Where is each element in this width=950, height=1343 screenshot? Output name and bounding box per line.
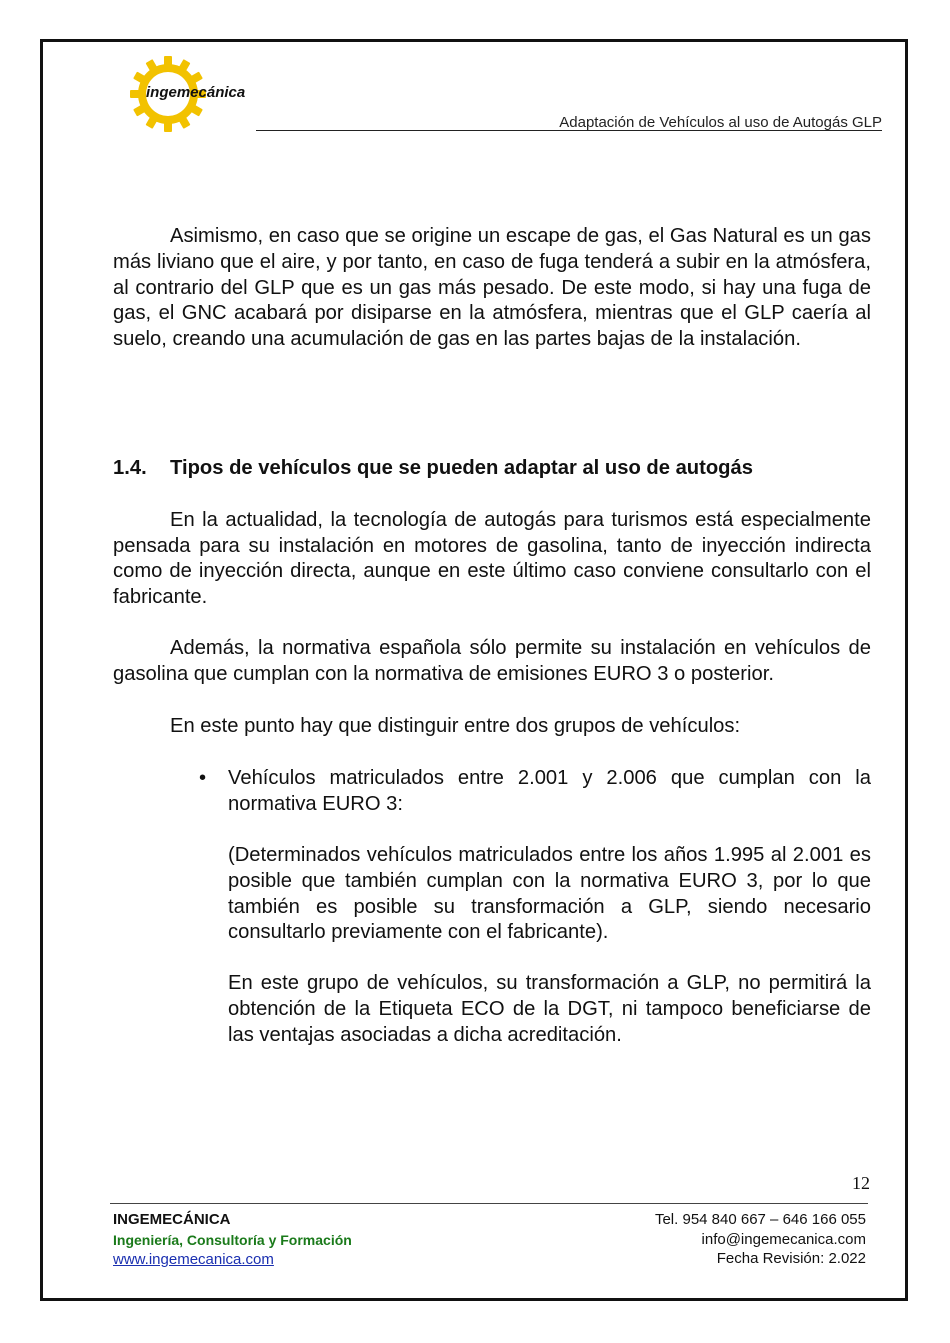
bullet-text: Vehículos matriculados entre 2.001 y 2.006 que cumplan con la normativa EURO 3:	[228, 767, 871, 816]
bullet-extra: En este grupo de vehículos, su transformación a GLP, no permitirá la obtención de la Etiqueta ECO de la DGT, ni tampoco beneficiarse de las ventajas asociadas a dicha acreditación.	[228, 972, 871, 1046]
bullet-detail	[228, 843, 871, 1049]
body-paragraph: Además, la normativa española sólo permite su instalación en vehículos de gasolina que cumplan con la normativa de emisiones EURO 3 o posterior.	[113, 636, 871, 685]
footer-company: INGEMECÁNICA	[113, 1211, 231, 1228]
body-paragraph: En la actualidad, la tecnología de autogás para turismos está especialmente pensada para su instalación en motores de gasolina, tanto de inyección indirecta como de inyección directa, aunque en este último caso conviene consultarlo con el fabricante.	[113, 508, 871, 609]
logo-wordmark: ingemecánica	[146, 84, 246, 101]
header-divider	[256, 130, 882, 131]
list-item	[113, 766, 871, 818]
main-content	[113, 224, 871, 1049]
footer-tagline: Ingeniería, Consultoría y Formación	[113, 1232, 352, 1248]
footer-website-link[interactable]: www.ingemecanica.com	[113, 1251, 274, 1268]
body-paragraph: En este punto hay que distinguir entre dos grupos de vehículos:	[170, 714, 741, 737]
document-title: Adaptación de Vehículos al uso de Autogás GLP	[559, 114, 882, 131]
footer-divider	[110, 1203, 868, 1204]
footer-email[interactable]: info@ingemecanica.com	[701, 1230, 866, 1248]
section-heading	[113, 456, 871, 482]
footer-revision: Fecha Revisión: 2.022	[716, 1250, 866, 1267]
bullet-note: (Determinados vehículos matriculados entre los años 1.995 al 2.001 es posible que también cumplan con la normativa EURO 3, por lo que también es posible su transformación a GLP, siendo necesario consultarlo previamente con el fabricante).	[228, 843, 871, 944]
section-number: 1.4.	[113, 456, 147, 479]
footer-phone: Tel. 954 840 667 – 646 166 055	[654, 1211, 866, 1228]
page-number: 12	[852, 1173, 870, 1193]
footer-right	[655, 1210, 866, 1269]
body-paragraph: Asimismo, en caso que se origine un escape de gas, el Gas Natural es un gas más liviano que el aire, y por tanto, en caso de fuga tenderá a subir en la atmósfera, al contrario del GLP que es un gas más pesado. De este modo, si hay una fuga de gas, el GNC acabará por disiparse en la atmósfera, mientras que el GLP caería al suelo, creando una acumulación de gas en las partes bajas de la instalación.	[113, 225, 871, 351]
footer-left	[113, 1210, 352, 1270]
bullet-marker: •	[199, 767, 207, 790]
section-title: Tipos de vehículos que se pueden adaptar al uso de autogás	[170, 456, 753, 479]
